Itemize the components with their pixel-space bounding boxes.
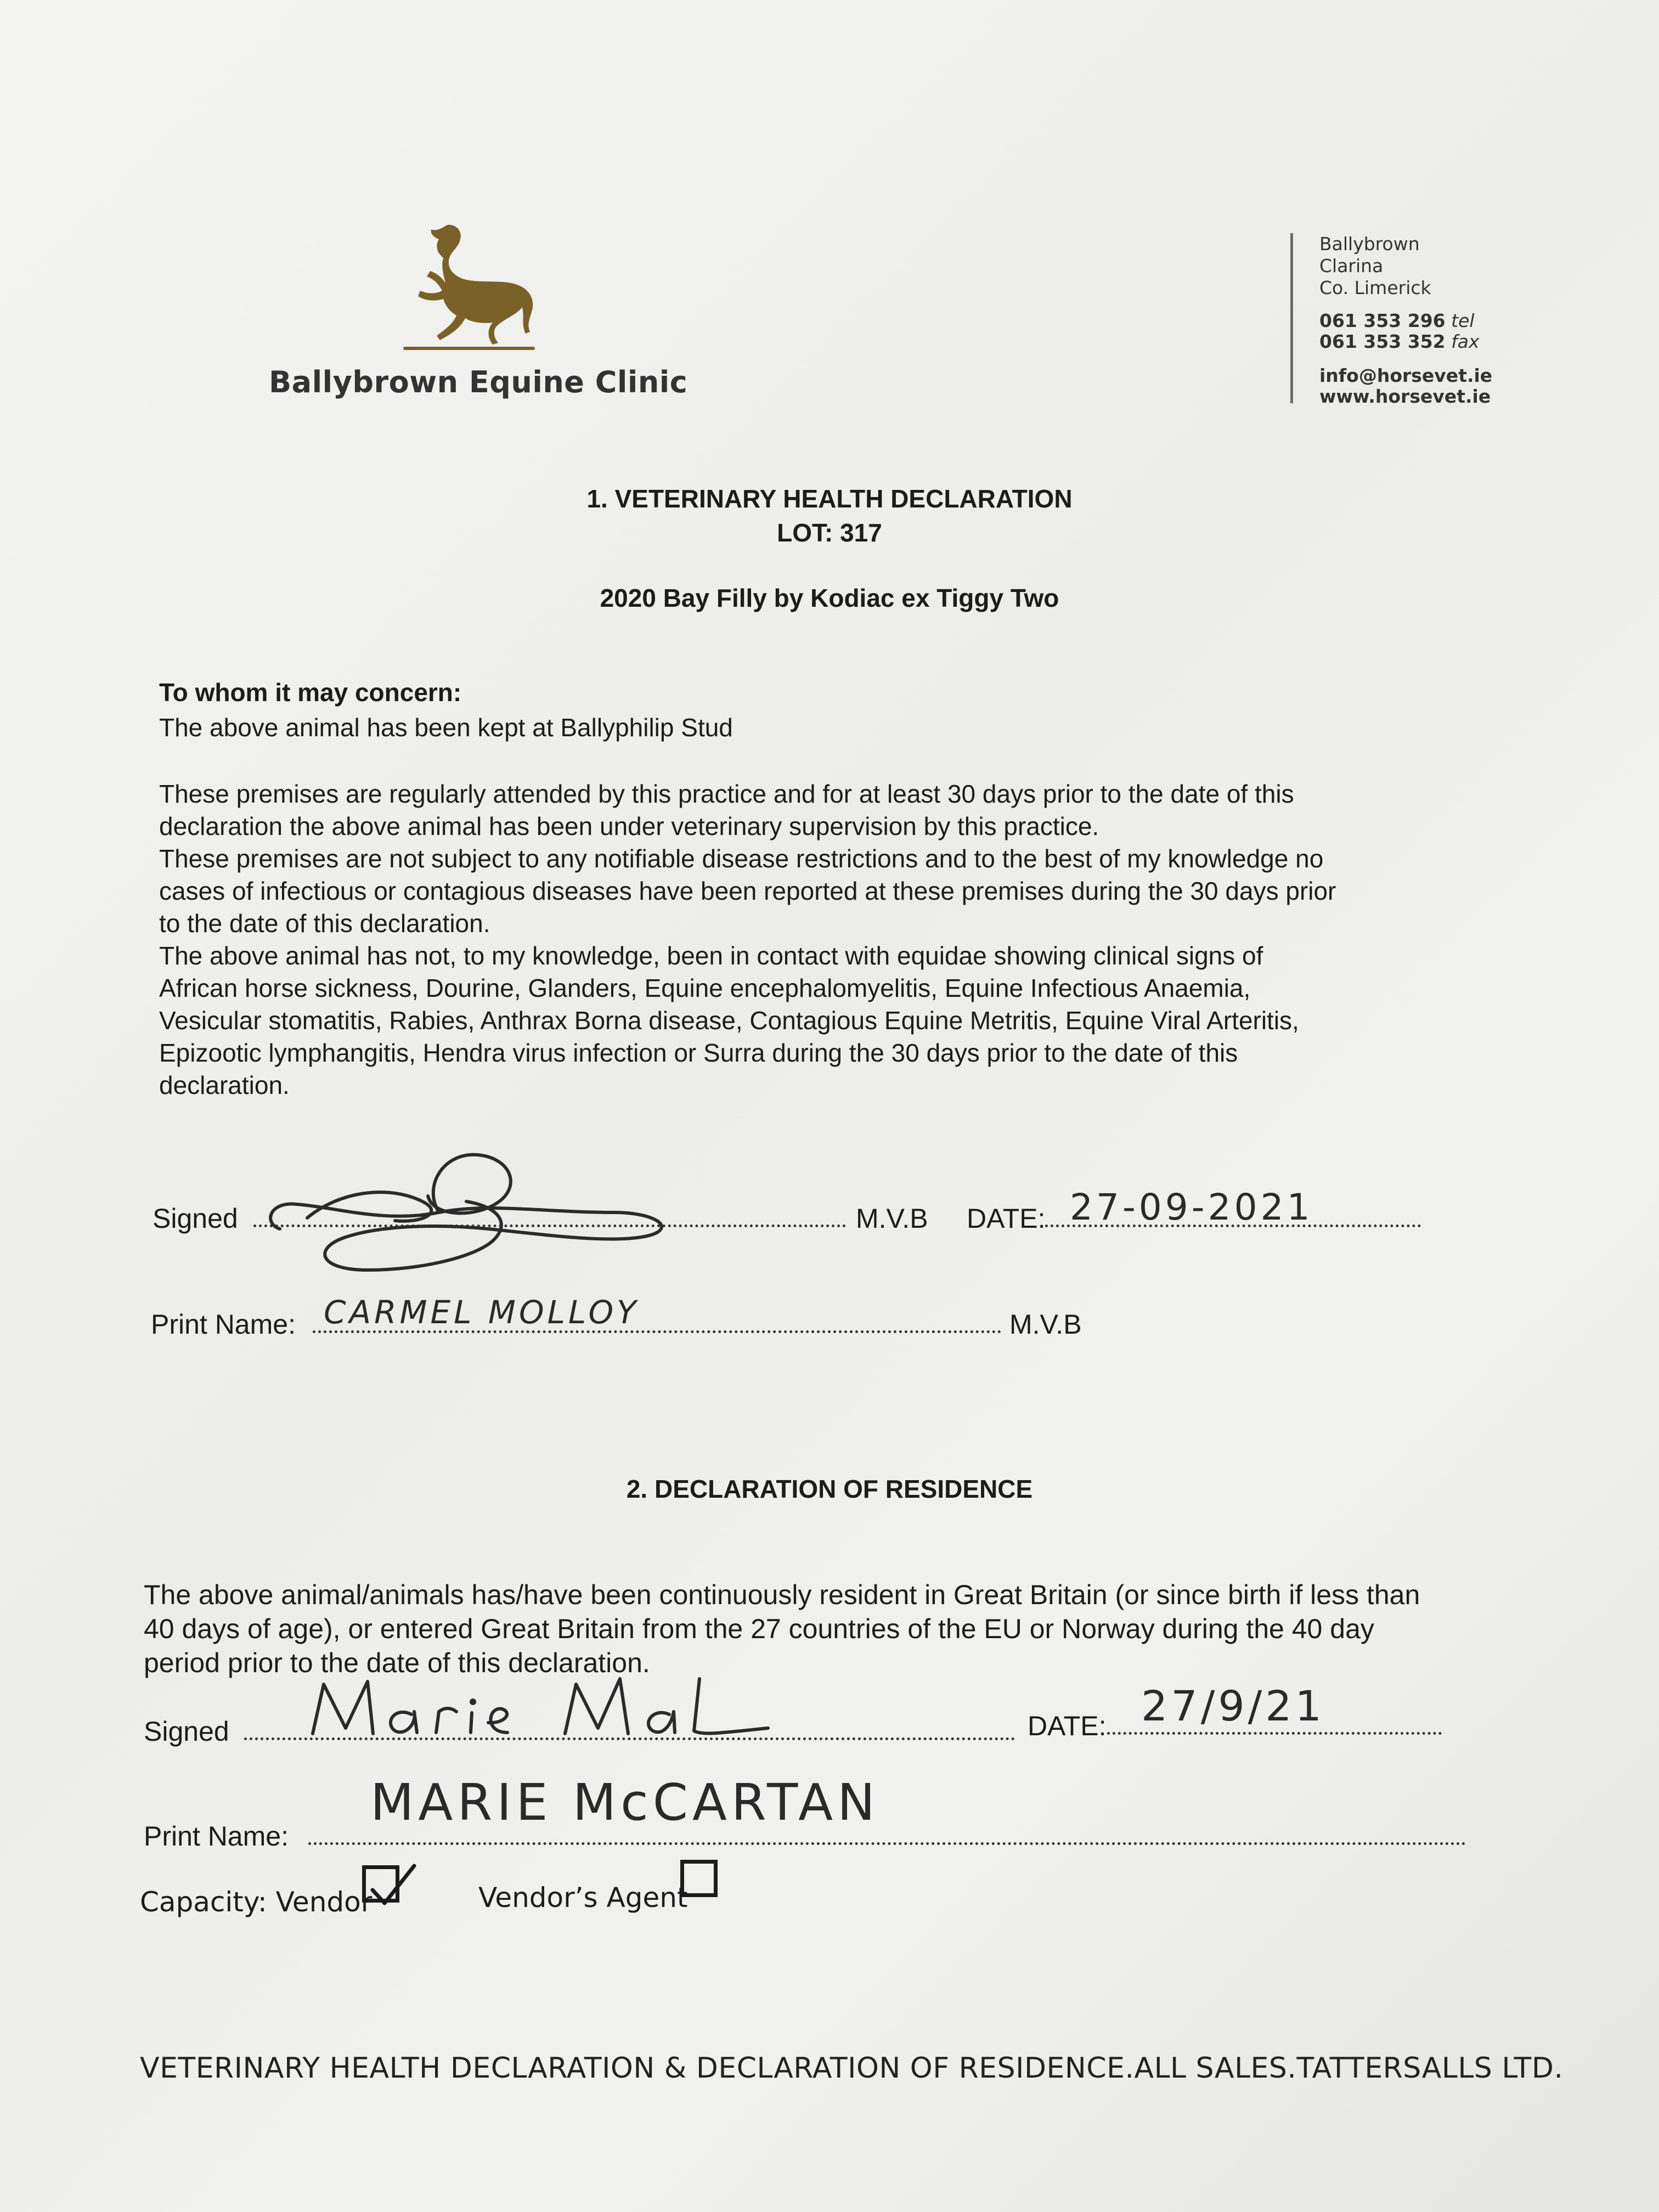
section2-body-line-2: 40 days of age), or entered Great Britain from the 27 countries of the EU or Norway during the 40 day [144, 1613, 1374, 1644]
section1-body-line-5: to the date of this declaration. [159, 909, 490, 938]
checkmark-icon [366, 1858, 421, 1913]
vendor-signature-scribble [307, 1668, 779, 1745]
vendors-agent-label: Vendor’s Agent [478, 1882, 688, 1914]
section1-body-line-3: These premises are not subject to any notifiable disease restrictions and to the best of my knowledge no [159, 844, 1324, 873]
clinic-name: Ballybrown Equine Clinic [269, 365, 688, 399]
vendor-print-name-line [308, 1837, 1466, 1845]
vet-date-label: DATE: [967, 1203, 1046, 1234]
vet-print-name-value: CARMEL MOLLOY [324, 1294, 640, 1331]
tel-label: tel [1451, 310, 1475, 331]
section1-title: 1. VETERINARY HEALTH DECLARATION [586, 484, 1073, 513]
section1-body-line-4: cases of infectious or contagious diseases have been reported at these premises during the 30 days prior [159, 877, 1336, 905]
section1-body-line-7: African horse sickness, Dourine, Glanders, Equine encephalomyelitis, Equine Infectious Anaemia, [159, 974, 1251, 1002]
address-line-1: Ballybrown [1319, 233, 1420, 255]
address-line-3: Co. Limerick [1319, 277, 1431, 298]
vet-signed-label: Signed [153, 1203, 238, 1234]
footer-text: VETERINARY HEALTH DECLARATION & DECLARATION OF RESIDENCE.ALL SALES.TATTERSALLS LTD. [140, 2052, 1564, 2085]
vet-print-name-label: Print Name: [151, 1309, 296, 1340]
fax-line [1319, 331, 1480, 353]
kept-at-text: The above animal has been kept at Ballyphilip Stud [159, 713, 733, 742]
section1-body-line-6: The above animal has not, to my knowledge, been in contact with equidae showing clinical signs of [159, 941, 1263, 970]
vendor-print-name-label: Print Name: [144, 1821, 289, 1852]
fax-number: 061 353 352 [1319, 331, 1446, 352]
salutation: To whom it may concern: [159, 678, 462, 707]
section1-body-line-9: Epizootic lymphangitis, Hendra virus infection or Surra during the 30 days prior to the date of this [159, 1039, 1238, 1067]
vet-signature-scribble [258, 1130, 675, 1278]
vendors-agent-checkbox[interactable] [680, 1860, 718, 1897]
rearing-horse-logo-icon [395, 219, 543, 354]
tel-line [1319, 310, 1475, 332]
vet-print-mvb-label: M.V.B [1009, 1309, 1082, 1340]
address-line-2: Clarina [1319, 255, 1384, 276]
section2-body-line-3: period prior to the date of this declaration. [144, 1647, 650, 1678]
email-address: info@horsevet.ie [1319, 365, 1493, 386]
animal-description: 2020 Bay Filly by Kodiac ex Tiggy Two [600, 584, 1059, 612]
section1-body-line-10: declaration. [159, 1071, 290, 1099]
section2-body-line-1: The above animal/animals has/have been continuously resident in Great Britain (or since birth if less than [144, 1579, 1420, 1610]
capacity-vendor-label: Capacity: Vendor [140, 1886, 373, 1918]
vendor-checkbox[interactable] [362, 1865, 399, 1903]
fax-label: fax [1451, 331, 1480, 352]
lot-number: LOT: 317 [777, 518, 882, 547]
website-address: www.horsevet.ie [1319, 386, 1491, 407]
section1-body-line-2: declaration the above animal has been under veterinary supervision by this practice. [159, 812, 1099, 840]
vet-mvb-label: M.V.B [856, 1203, 928, 1234]
vet-date-value: 27-09-2021 [1070, 1186, 1313, 1228]
address-divider [1290, 233, 1293, 403]
tel-number: 061 353 296 [1319, 310, 1446, 331]
section1-body-line-1: These premises are regularly attended by this practice and for at least 30 days prior to the date of this [159, 780, 1294, 808]
section2-title: 2. DECLARATION OF RESIDENCE [626, 1475, 1033, 1503]
vendor-signed-label: Signed [144, 1716, 229, 1747]
vendor-date-label: DATE: [1028, 1711, 1107, 1741]
section1-body-line-8: Vesicular stomatitis, Rabies, Anthrax Borna disease, Contagious Equine Metritis, Equine Viral Arteritis, [159, 1006, 1299, 1035]
vendor-print-name-value: MARIE McCARTAN [370, 1773, 879, 1832]
vendor-date-value: 27/9/21 [1141, 1681, 1325, 1730]
